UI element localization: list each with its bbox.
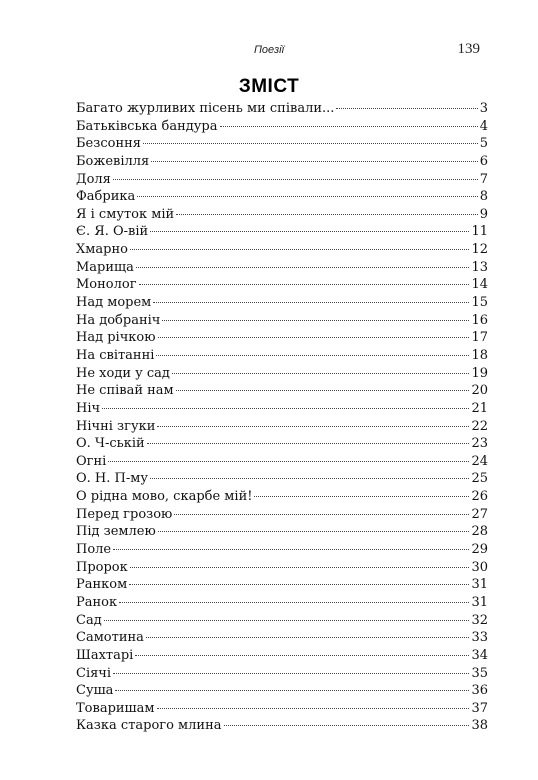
toc-entry-title: Я і смуток мій — [76, 206, 175, 222]
toc-entry-page: 12 — [471, 242, 488, 258]
dot-leader — [135, 655, 469, 656]
dot-leader — [150, 231, 469, 232]
toc-entry — [76, 453, 488, 471]
toc-entry-page: 11 — [471, 224, 488, 240]
toc-entry-title: Божевілля — [76, 153, 150, 169]
toc-entry-page: 8 — [479, 189, 488, 205]
toc-entry-title: Пророк — [76, 559, 128, 575]
toc-heading: ЗМІСТ — [238, 76, 300, 97]
dot-leader — [158, 337, 470, 338]
toc-entry-page: 17 — [471, 330, 488, 346]
dot-leader — [176, 214, 478, 215]
dot-leader — [119, 602, 469, 603]
toc-entry — [76, 100, 488, 118]
toc-entry-title: Нічні згуки — [76, 418, 156, 434]
toc-entry — [76, 470, 488, 488]
toc-entry-page: 7 — [479, 171, 488, 187]
dot-leader — [143, 143, 478, 144]
toc-entry — [76, 347, 488, 365]
dot-leader — [137, 196, 477, 197]
toc-entry — [76, 153, 488, 171]
toc-entry-title: Казка старого млина — [76, 718, 222, 734]
toc-entry-page: 19 — [471, 365, 488, 381]
toc-entry-page: 13 — [471, 259, 488, 275]
toc-entry — [76, 523, 488, 541]
dot-leader — [151, 161, 477, 162]
toc-entry-title: Сіячі — [76, 665, 112, 681]
toc-entry-title: Самотина — [76, 630, 144, 646]
toc-entry — [76, 329, 488, 347]
toc-entry — [76, 188, 488, 206]
dot-leader — [157, 708, 470, 709]
toc-entry — [76, 241, 488, 259]
toc-entry-page: 33 — [471, 630, 488, 646]
toc-entry — [76, 435, 488, 453]
dot-leader — [176, 390, 470, 391]
dot-leader — [115, 690, 469, 691]
toc-entry — [76, 647, 488, 665]
toc-entry-page: 29 — [471, 542, 488, 558]
dot-leader — [108, 461, 469, 462]
toc-entry-page: 31 — [471, 577, 488, 593]
toc-entry-page: 25 — [471, 471, 488, 487]
toc-entry-page: 5 — [479, 136, 488, 152]
toc-entry-title: Хмарно — [76, 242, 128, 258]
toc-entry — [76, 612, 488, 630]
toc-entry-title: Марища — [76, 259, 134, 275]
toc-entry — [76, 700, 488, 718]
toc-entry-page: 24 — [471, 453, 488, 469]
toc-entry-page: 34 — [471, 647, 488, 663]
toc-entry-page: 3 — [479, 101, 488, 116]
toc-entry — [76, 206, 488, 224]
toc-entry-page: 21 — [471, 400, 488, 416]
toc-entry-page: 20 — [471, 383, 488, 399]
toc-entry — [76, 382, 488, 400]
dot-leader — [102, 408, 469, 409]
running-head — [0, 40, 538, 64]
toc-entry-title: Є. Я. О-вій — [76, 224, 149, 240]
page-number: 139 — [457, 41, 480, 57]
dot-leader — [146, 637, 470, 638]
dot-leader — [174, 514, 469, 515]
toc-entry-page: 30 — [471, 559, 488, 575]
toc-entry-title: Поле — [76, 542, 112, 558]
toc-entry-page: 27 — [471, 506, 488, 522]
dot-leader — [147, 443, 470, 444]
toc-entry-title: Фабрика — [76, 189, 136, 205]
toc-entry — [76, 506, 488, 524]
toc-entry-page: 16 — [471, 312, 488, 328]
dot-leader — [224, 725, 470, 726]
toc-entry — [76, 171, 488, 189]
toc-entry-title: Над морем — [76, 295, 152, 311]
toc-entry — [76, 665, 488, 683]
toc-entry-title: Шахтарі — [76, 647, 134, 663]
toc-entry-title: О. Ч-ській — [76, 436, 145, 452]
toc-entry-page: 18 — [471, 347, 488, 363]
toc-entry-title: Багато журливих пісень ми співали... — [76, 101, 335, 116]
toc-entry — [76, 118, 488, 136]
toc-entry-title: Не ходи у сад — [76, 365, 170, 381]
toc-entry-page: 35 — [471, 665, 488, 681]
dot-leader — [158, 531, 470, 532]
toc-entry-title: О рідна мово, скарбе мій! — [76, 489, 253, 505]
toc-list — [76, 100, 488, 735]
toc-entry-title: О. Н. П-му — [76, 471, 149, 487]
toc-entry-title: Суша — [76, 683, 114, 699]
toc-entry-page: 26 — [471, 489, 488, 505]
toc-entry-title: Не співай нам — [76, 383, 174, 399]
toc-entry — [76, 717, 488, 735]
toc-entry-title: Ніч — [76, 400, 101, 416]
toc-entry-page: 31 — [471, 594, 488, 610]
dot-leader — [113, 673, 469, 674]
dot-leader — [156, 355, 469, 356]
toc-entry — [76, 559, 488, 577]
toc-entry — [76, 135, 488, 153]
toc-entry-page: 9 — [479, 206, 488, 222]
toc-entry — [76, 400, 488, 418]
toc-entry-title: На добраніч — [76, 312, 161, 328]
dot-leader — [113, 179, 478, 180]
toc-entry-title: Сад — [76, 612, 102, 628]
dot-leader — [254, 496, 469, 497]
dot-leader — [172, 373, 470, 374]
toc-entry — [76, 541, 488, 559]
toc-entry-page: 38 — [471, 718, 488, 734]
toc-entry-title: Ранок — [76, 594, 118, 610]
toc-entry-page: 14 — [471, 277, 488, 293]
dot-leader — [130, 249, 470, 250]
dot-leader — [113, 549, 469, 550]
dot-leader — [220, 126, 478, 127]
dot-leader — [129, 584, 469, 585]
toc-entry — [76, 223, 488, 241]
toc-entry-title: Доля — [76, 171, 111, 187]
toc-entry-page: 23 — [471, 436, 488, 452]
toc-entry — [76, 629, 488, 647]
toc-entry-page: 15 — [471, 295, 488, 311]
dot-leader — [150, 478, 469, 479]
toc-entry-title: Над річкою — [76, 330, 156, 346]
dot-leader — [336, 108, 477, 109]
toc-entry-title: Огні — [76, 453, 107, 469]
toc-entry — [76, 312, 488, 330]
toc-entry — [76, 576, 488, 594]
toc-entry-page: 36 — [471, 683, 488, 699]
toc-entry — [76, 682, 488, 700]
dot-leader — [139, 284, 470, 285]
toc-entry-title: Безсоння — [76, 136, 141, 152]
toc-entry-title: Монолог — [76, 277, 137, 293]
toc-entry-page: 37 — [471, 700, 488, 716]
toc-entry-title: Перед грозою — [76, 506, 173, 522]
toc-entry-title: Товаришам — [76, 700, 155, 716]
toc-entry-title: Ранком — [76, 577, 128, 593]
dot-leader — [153, 302, 469, 303]
toc-entry — [76, 259, 488, 277]
dot-leader — [130, 567, 470, 568]
toc-entry — [76, 276, 488, 294]
toc-entry — [76, 294, 488, 312]
toc-entry — [76, 365, 488, 383]
toc-entry-page: 32 — [471, 612, 488, 628]
dot-leader — [162, 320, 469, 321]
toc-entry — [76, 418, 488, 436]
toc-entry-page: 22 — [471, 418, 488, 434]
dot-leader — [157, 426, 469, 427]
dot-leader — [104, 620, 470, 621]
running-title: Поезії — [253, 44, 285, 56]
dot-leader — [136, 267, 470, 268]
toc-entry-page: 6 — [479, 153, 488, 169]
toc-entry-title: Батьківська бандура — [76, 118, 218, 134]
toc-entry-title: На світанні — [76, 347, 155, 363]
toc-entry — [76, 594, 488, 612]
toc-entry-title: Під землею — [76, 524, 156, 540]
toc-entry-page: 4 — [479, 118, 488, 134]
toc-entry — [76, 488, 488, 506]
toc-entry-page: 28 — [471, 524, 488, 540]
